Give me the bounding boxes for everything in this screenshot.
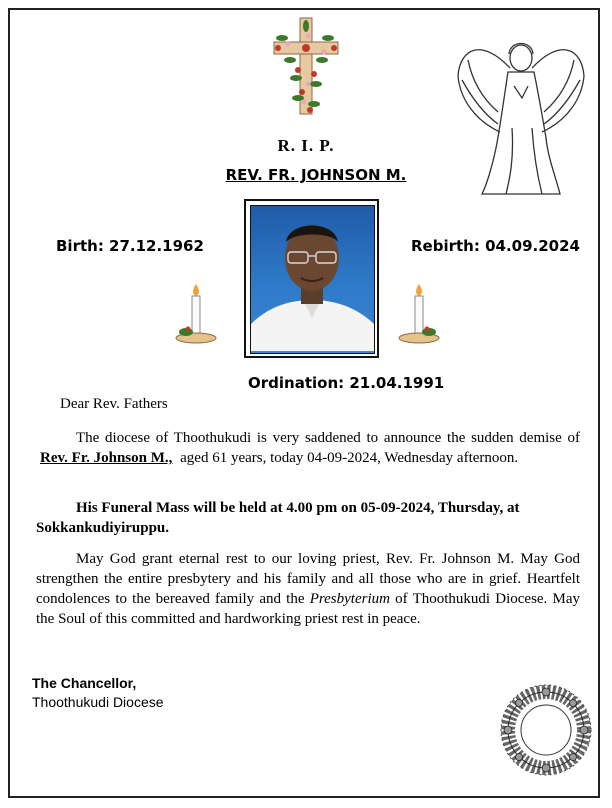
prayer-text-end: of Thoothukudi Diocese. May the Soul of this committed and hardworking priest rest in peace. — [36, 591, 580, 627]
birth-date: Birth: 27.12.1962 — [56, 237, 204, 255]
deceased-name-inline: Rev. Fr. Johnson M., — [40, 450, 173, 466]
signature-title: The Chancellor, — [32, 675, 137, 691]
rip-heading: R. I. P. — [277, 136, 335, 155]
rebirth-date: Rebirth: 04.09.2024 — [411, 237, 580, 255]
announcement-text-end: aged 61 years, today 04-09-2024, Wednesday afternoon. — [180, 450, 519, 466]
floral-cross-icon — [268, 14, 344, 118]
presbyterium-italic: Presbyterium — [309, 591, 390, 607]
deceased-name-heading: REV. FR. JOHNSON M. — [225, 166, 407, 184]
signature-org: Thoothukudi Diocese — [32, 694, 164, 710]
prayer-paragraph — [36, 549, 580, 629]
ordination-date: Ordination: 21.04.1991 — [248, 374, 445, 392]
candle-left-icon — [174, 282, 218, 346]
announcement-paragraph — [36, 428, 580, 468]
portrait-photo — [244, 199, 379, 358]
candle-right-icon — [397, 282, 441, 346]
announcement-text: The diocese of Thoothukudi is very saddened to announce the sudden demise of — [76, 430, 580, 446]
greeting: Dear Rev. Fathers — [60, 396, 168, 412]
wreath-icon — [497, 678, 595, 782]
funeral-mass-paragraph: His Funeral Mass will be held at 4.00 pm on 05-09-2024, Thursday, at Sokkankudiyiruppu. — [36, 500, 520, 536]
portrait-figure — [251, 206, 374, 351]
prayer-text: May God grant eternal rest to our loving priest, Rev. Fr. Johnson M. May God strengthen the entire presbytery and his family and all those who are in grief. Heartfelt condolences to the bereaved family and the — [36, 551, 580, 607]
